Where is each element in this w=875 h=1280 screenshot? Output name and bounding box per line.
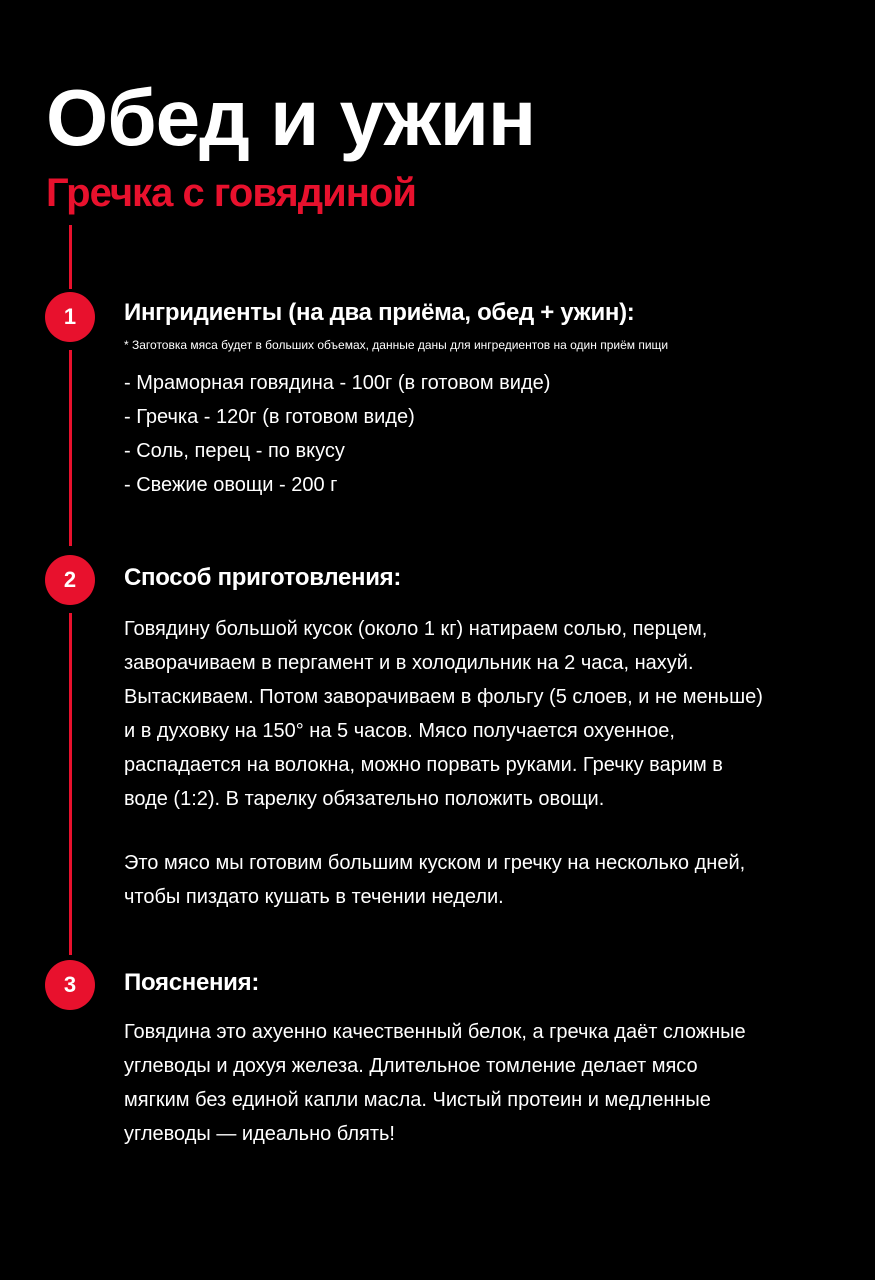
text-line: углеводы — идеально блять!	[124, 1123, 395, 1145]
text-line: заворачиваем в пергамент и в холодильник на 2 часа, нахуй.	[124, 652, 694, 674]
step-number-badge-1: 1	[45, 292, 95, 342]
text-line: Говядину большой кусок (около 1 кг) натираем солью, перцем,	[124, 618, 708, 640]
ingredient-item: - Свежие овощи - 200 г	[124, 474, 338, 496]
section-title-ingredients: Ингридиенты (на два приёма, обед + ужин):	[124, 299, 635, 326]
text-line: чтобы пиздато кушать в течении недели.	[124, 886, 504, 908]
timeline-line-2-3	[69, 613, 72, 955]
ingredients-list	[124, 366, 550, 502]
section-title-method: Способ приготовления:	[124, 564, 402, 591]
ingredient-item: - Гречка - 120г (в готовом виде)	[124, 406, 415, 428]
timeline-line-1-2	[69, 350, 72, 546]
text-line: воде (1:2). В тарелку обязательно положить овощи.	[124, 788, 605, 810]
text-line: распадается на волокна, можно порвать руками. Гречку варим в	[124, 754, 723, 776]
method-paragraph-2	[124, 846, 844, 914]
step-number-badge-3: 3	[45, 960, 95, 1010]
page-title: Обед и ужин	[46, 73, 536, 162]
notes-paragraph	[124, 1015, 844, 1151]
text-line: и в духовку на 150° на 5 часов. Мясо получается охуенное,	[124, 720, 675, 742]
ingredient-item: - Мраморная говядина - 100г (в готовом виде)	[124, 372, 551, 394]
timeline-line-top	[69, 225, 72, 289]
text-line: мягким без единой капли масла. Чистый протеин и медленные	[124, 1089, 711, 1111]
text-line: углеводы и дохуя железа. Длительное томление делает мясо	[124, 1055, 698, 1077]
text-line: Вытаскиваем. Потом заворачиваем в фольгу (5 слоев, и не меньше)	[124, 686, 763, 708]
text-line: Это мясо мы готовим большим куском и гречку на несколько дней,	[124, 852, 746, 874]
method-paragraph-1	[124, 612, 844, 816]
section-title-notes: Пояснения:	[124, 969, 260, 996]
step-number-badge-2: 2	[45, 555, 95, 605]
ingredient-item: - Соль, перец - по вкусу	[124, 440, 345, 462]
recipe-subtitle: Гречка с говядиной	[46, 171, 416, 215]
ingredients-footnote: * Заготовка мяса будет в больших объемах, данные даны для ингредиентов на один приём пищи	[124, 338, 669, 352]
text-line: Говядина это ахуенно качественный белок, а гречка даёт сложные	[124, 1021, 746, 1043]
